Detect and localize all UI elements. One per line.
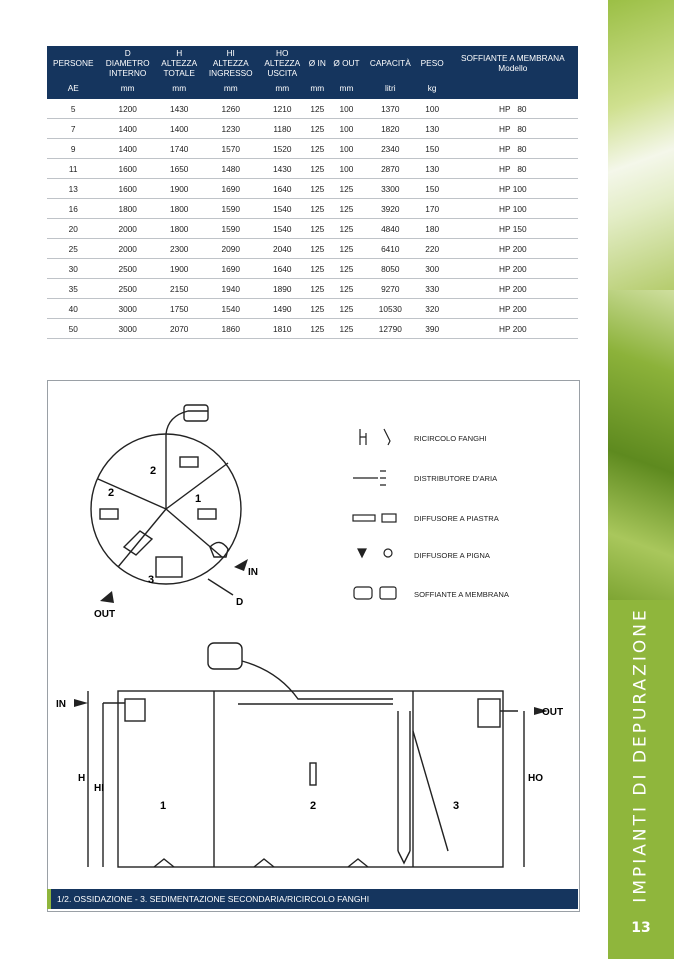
- column-header-line: CAPACITÀ: [369, 58, 411, 68]
- table-cell: 2000: [99, 219, 155, 239]
- section-zone-3: 3: [453, 800, 460, 812]
- page-number: 13: [631, 920, 651, 936]
- table-row: [47, 139, 578, 159]
- table-cell: 1480: [203, 159, 259, 179]
- table-cell: 300: [417, 259, 448, 279]
- column-unit: litri: [364, 80, 417, 99]
- table-cell: 180: [417, 219, 448, 239]
- table-cell: 1490: [259, 299, 306, 319]
- plate-diffuser-plan-2: [100, 509, 118, 519]
- column-unit: AE: [47, 80, 99, 99]
- column-header: [364, 46, 417, 80]
- table-row: [47, 159, 578, 179]
- table-cell: HP 80: [448, 159, 578, 179]
- plan-zone-2a: 2: [150, 465, 157, 477]
- table-cell: 100: [329, 159, 364, 179]
- column-header-line: HI: [226, 48, 235, 58]
- plan-zone-3: 3: [148, 574, 155, 586]
- plant-photo-top: [608, 0, 674, 290]
- column-unit: [448, 80, 578, 99]
- table-cell: 2340: [364, 139, 417, 159]
- table-cell: 2500: [99, 279, 155, 299]
- table-cell: HP 100: [448, 179, 578, 199]
- table-cell: 125: [329, 279, 364, 299]
- table-cell: 1520: [259, 139, 306, 159]
- table-cell: 1800: [156, 199, 203, 219]
- table-cell: HP 80: [448, 119, 578, 139]
- table-cell: HP 100: [448, 199, 578, 219]
- table-cell: 220: [417, 239, 448, 259]
- table-row: [47, 279, 578, 299]
- table-cell: 3920: [364, 199, 417, 219]
- legend-label: SOFFIANTE A MEMBRANA: [414, 590, 509, 599]
- table-cell: HP 150: [448, 219, 578, 239]
- table-row: [47, 259, 578, 279]
- section-title-text: IMPIANTI DI DEPURAZIONE: [631, 607, 652, 903]
- section-out-label: OUT: [542, 707, 564, 718]
- table-cell: 3000: [99, 319, 155, 339]
- column-header: [306, 46, 329, 80]
- technical-diagram: [47, 380, 580, 912]
- column-unit: mm: [156, 80, 203, 99]
- plate-diffuser-plan-1: [180, 457, 198, 467]
- column-header-line: H: [176, 48, 183, 58]
- table-cell: 125: [306, 259, 329, 279]
- blower-plan: [184, 405, 208, 421]
- table-cell: 1640: [259, 179, 306, 199]
- plan-zone-2b: 2: [108, 487, 115, 499]
- column-unit: mm: [329, 80, 364, 99]
- table-row: [47, 299, 578, 319]
- table-cell: 100: [329, 139, 364, 159]
- diagram-svg: [48, 381, 579, 911]
- cone-diffuser-icon: [358, 549, 366, 557]
- table-cell: 125: [306, 99, 329, 119]
- table-cell: 1210: [259, 99, 306, 119]
- table-cell: 2500: [99, 259, 155, 279]
- table-cell: 2000: [99, 239, 155, 259]
- column-unit: mm: [306, 80, 329, 99]
- caption-accent: [47, 889, 51, 909]
- section-in-label: IN: [56, 699, 66, 710]
- table-cell: 150: [417, 179, 448, 199]
- inlet-pipe: [125, 699, 145, 721]
- specification-table: [47, 46, 578, 339]
- column-header-line: DIAMETRO: [105, 58, 150, 68]
- table-cell: 1940: [203, 279, 259, 299]
- table-cell: 4840: [364, 219, 417, 239]
- table-cell: 7: [47, 119, 99, 139]
- table-cell: HP 200: [448, 299, 578, 319]
- table-cell: 1890: [259, 279, 306, 299]
- table-cell: 1200: [99, 99, 155, 119]
- section-ho-label: HO: [528, 773, 543, 784]
- table-cell: 1820: [364, 119, 417, 139]
- table-row: [47, 239, 578, 259]
- table-cell: 1640: [259, 259, 306, 279]
- table-cell: 125: [329, 179, 364, 199]
- table-cell: 9270: [364, 279, 417, 299]
- column-header-line: INTERNO: [109, 68, 147, 78]
- table-cell: 1600: [99, 179, 155, 199]
- table-cell: 1540: [203, 299, 259, 319]
- table-cell: 2040: [259, 239, 306, 259]
- table-cell: 1540: [259, 199, 306, 219]
- table-cell: 16: [47, 199, 99, 219]
- table-cell: 1540: [259, 219, 306, 239]
- column-header: [259, 46, 306, 80]
- table-cell: 2150: [156, 279, 203, 299]
- table-cell: 1740: [156, 139, 203, 159]
- table-cell: 1800: [99, 199, 155, 219]
- table-cell: 125: [306, 199, 329, 219]
- air-distributor-icon: [353, 471, 386, 485]
- table-cell: 10530: [364, 299, 417, 319]
- table-cell: 1800: [156, 219, 203, 239]
- table-cell: 125: [329, 219, 364, 239]
- table-cell: 125: [306, 219, 329, 239]
- table-row: [47, 179, 578, 199]
- sedimentation-cone-plan: [156, 557, 182, 577]
- section-zone-1: 1: [160, 800, 167, 812]
- table-cell: 100: [329, 99, 364, 119]
- table-cell: 1690: [203, 179, 259, 199]
- column-header-line: Ø IN: [308, 58, 326, 68]
- table-cell: 1810: [259, 319, 306, 339]
- column-header: [47, 46, 99, 80]
- blower-section: [208, 643, 242, 669]
- table-cell: 3000: [99, 299, 155, 319]
- table-cell: 1370: [364, 99, 417, 119]
- table-cell: 1750: [156, 299, 203, 319]
- table-cell: HP 200: [448, 319, 578, 339]
- table-cell: 40: [47, 299, 99, 319]
- table-cell: 125: [306, 239, 329, 259]
- table-cell: HP 80: [448, 99, 578, 119]
- table-row: [47, 199, 578, 219]
- legend-label: DIFFUSORE A PIASTRA: [414, 514, 499, 523]
- plan-out-label: OUT: [94, 609, 116, 620]
- column-header: [417, 46, 448, 80]
- section-h-label: H: [78, 773, 86, 784]
- table-cell: 11: [47, 159, 99, 179]
- column-header-line: Ø OUT: [333, 58, 360, 68]
- table-cell: 100: [329, 119, 364, 139]
- table-cell: 100: [417, 99, 448, 119]
- table-cell: 30: [47, 259, 99, 279]
- table-cell: 2090: [203, 239, 259, 259]
- column-header-line: ALTEZZA: [264, 58, 301, 68]
- column-unit: mm: [259, 80, 306, 99]
- table-cell: HP 200: [448, 279, 578, 299]
- table-cell: 1860: [203, 319, 259, 339]
- table-row: [47, 99, 578, 119]
- column-header: [329, 46, 364, 80]
- column-header-line: Modello: [498, 63, 528, 73]
- column-header-line: PERSONE: [52, 58, 94, 68]
- column-unit: kg: [417, 80, 448, 99]
- table-cell: 3300: [364, 179, 417, 199]
- plan-outlet-arrow: [100, 591, 114, 603]
- table-cell: HP 80: [448, 139, 578, 159]
- table-cell: 1900: [156, 259, 203, 279]
- table-cell: HP 200: [448, 259, 578, 279]
- table-header-row: [47, 46, 578, 80]
- table-cell: 390: [417, 319, 448, 339]
- table-cell: 170: [417, 199, 448, 219]
- sludge-recirculation-icon: [360, 429, 366, 445]
- section-title: [608, 607, 674, 903]
- table-cell: 125: [306, 279, 329, 299]
- table-cell: 1400: [99, 119, 155, 139]
- legend-label: DIFFUSORE A PIGNA: [414, 551, 490, 560]
- plate-diffuser-plan-3: [198, 509, 216, 519]
- table-cell: 130: [417, 159, 448, 179]
- table-cell: 20: [47, 219, 99, 239]
- plant-photo-middle: [608, 290, 674, 600]
- table-cell: 25: [47, 239, 99, 259]
- membrane-blower-icon: [354, 587, 372, 599]
- table-cell: 1430: [156, 99, 203, 119]
- table-cell: 2300: [156, 239, 203, 259]
- table-row: [47, 119, 578, 139]
- table-cell: 330: [417, 279, 448, 299]
- table-units-row: [47, 80, 578, 99]
- table-cell: 5: [47, 99, 99, 119]
- section-zone-2: 2: [310, 800, 317, 812]
- table-cell: 1230: [203, 119, 259, 139]
- section-hi-label: HI: [94, 783, 104, 794]
- table-row: [47, 219, 578, 239]
- outlet-pipe: [478, 699, 500, 727]
- table-cell: 125: [306, 159, 329, 179]
- table-cell: 125: [306, 179, 329, 199]
- table-cell: 1690: [203, 259, 259, 279]
- column-header-line: PESO: [420, 58, 444, 68]
- table-cell: 125: [329, 199, 364, 219]
- table-cell: 1400: [156, 119, 203, 139]
- table-cell: 1570: [203, 139, 259, 159]
- table-cell: 125: [329, 319, 364, 339]
- column-header: [203, 46, 259, 80]
- legend-label: DISTRIBUTORE D'ARIA: [414, 474, 498, 483]
- table-cell: 1590: [203, 199, 259, 219]
- table-cell: 125: [329, 239, 364, 259]
- column-header-line: TOTALE: [163, 68, 195, 78]
- table-cell: 125: [306, 119, 329, 139]
- plan-in-label: IN: [248, 567, 258, 578]
- table-cell: 1180: [259, 119, 306, 139]
- table-cell: 2870: [364, 159, 417, 179]
- table-cell: 12790: [364, 319, 417, 339]
- table-cell: 125: [306, 319, 329, 339]
- column-header-line: ALTEZZA: [212, 58, 249, 68]
- legend-label: RICIRCOLO FANGHI: [414, 434, 487, 443]
- column-unit: mm: [203, 80, 259, 99]
- plan-zone-1: 1: [195, 493, 202, 505]
- table-cell: 50: [47, 319, 99, 339]
- column-header-line: HO: [276, 48, 289, 58]
- inlet-arrow: [74, 699, 88, 707]
- column-unit: mm: [99, 80, 155, 99]
- column-header-line: INGRESSO: [208, 68, 253, 78]
- table-cell: 130: [417, 119, 448, 139]
- diagram-caption: 1/2. OSSIDAZIONE - 3. SEDIMENTAZIONE SECONDARIA/RICIRCOLO FANGHI: [47, 889, 578, 909]
- table-cell: 1590: [203, 219, 259, 239]
- table-cell: 1400: [99, 139, 155, 159]
- column-header: [156, 46, 203, 80]
- table-cell: 1900: [156, 179, 203, 199]
- table-body: [47, 99, 578, 339]
- table-cell: 320: [417, 299, 448, 319]
- table-cell: 1650: [156, 159, 203, 179]
- table-row: [47, 319, 578, 339]
- table-cell: 1430: [259, 159, 306, 179]
- column-header: [448, 46, 578, 80]
- plate-diffuser-icon: [353, 515, 375, 521]
- table-cell: 2070: [156, 319, 203, 339]
- table-cell: 13: [47, 179, 99, 199]
- table-cell: 150: [417, 139, 448, 159]
- table-cell: 125: [329, 299, 364, 319]
- column-header-line: SOFFIANTE A MEMBRANA: [460, 53, 565, 63]
- table-cell: 125: [306, 139, 329, 159]
- column-header: [99, 46, 155, 80]
- column-header-line: D: [124, 48, 131, 58]
- table-cell: 8050: [364, 259, 417, 279]
- table-cell: 125: [329, 259, 364, 279]
- column-header-line: ALTEZZA: [161, 58, 198, 68]
- table-cell: 35: [47, 279, 99, 299]
- table-cell: 1260: [203, 99, 259, 119]
- table-cell: 9: [47, 139, 99, 159]
- column-header-line: USCITA: [267, 68, 298, 78]
- plan-inlet-arrow: [234, 559, 248, 571]
- table-cell: 6410: [364, 239, 417, 259]
- table-cell: 125: [306, 299, 329, 319]
- table-cell: 1600: [99, 159, 155, 179]
- plan-d-label: D: [236, 597, 244, 608]
- table-cell: HP 200: [448, 239, 578, 259]
